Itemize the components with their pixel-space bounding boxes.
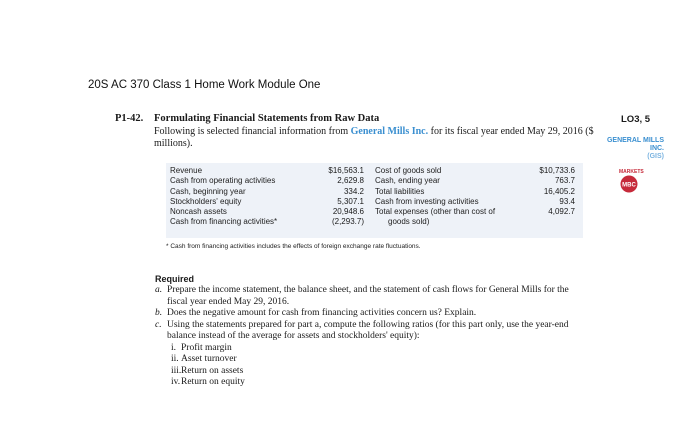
ratio-marker: iii. bbox=[171, 365, 182, 376]
table-label: Total liabilities bbox=[375, 186, 425, 196]
learning-objectives: LO3, 5 bbox=[621, 114, 651, 125]
question-text: Prepare the income statement, the balance sheet, and the statement of cash flows for General Mills for the fiscal year ended May 29, 2016. bbox=[167, 285, 569, 307]
ratio-marker: ii. bbox=[171, 354, 179, 364]
required-heading: Required bbox=[155, 274, 195, 284]
problem-title: Formulating Financial Statements from Raw Data bbox=[154, 113, 380, 124]
question-marker: a. bbox=[155, 285, 163, 295]
table-label: Cash from financing activities* bbox=[170, 217, 278, 227]
table-value: $16,563.1 bbox=[328, 166, 364, 175]
question-item bbox=[155, 320, 585, 343]
table-value: (2,293.7) bbox=[331, 217, 364, 227]
table-value: 5,307.1 bbox=[337, 196, 364, 206]
ratio-text: Profit margin bbox=[181, 342, 232, 353]
question-text: Using the statements prepared for part a, compute the following ratios (for this part only, use the year-end balance instead of the average for assets and stockholders' equity): bbox=[167, 319, 569, 341]
question-marker: b. bbox=[155, 308, 163, 318]
table-label: Noncash assets bbox=[170, 207, 227, 217]
table-label: goods sold) bbox=[388, 217, 430, 227]
question-item bbox=[155, 308, 585, 320]
table-value: 763.7 bbox=[554, 176, 575, 186]
left-values bbox=[312, 166, 364, 228]
intro-text-start: Following is selected financial information from bbox=[154, 126, 351, 137]
problem-intro bbox=[154, 126, 594, 150]
table-value: 16,405.2 bbox=[543, 186, 575, 196]
company-tag bbox=[594, 137, 664, 161]
intro-text-end: for its fiscal year ended May 29, 2016 ($ millions). bbox=[154, 126, 594, 149]
ratio-item bbox=[155, 377, 585, 389]
table-label: Cash, beginning year bbox=[170, 186, 246, 196]
company-name: General Mills Inc. bbox=[350, 126, 429, 137]
table-value: 2,629.8 bbox=[337, 176, 364, 186]
question-marker: c. bbox=[155, 319, 162, 330]
question-item bbox=[155, 285, 585, 308]
ratio-marker: iv. bbox=[171, 377, 181, 387]
table-value: 93.4 bbox=[559, 196, 575, 206]
company-ticker: (GIS) bbox=[647, 153, 664, 160]
badge-caption: MARKETS bbox=[619, 169, 644, 175]
question-text: Does the negative amount for cash from financing activities concern us? Explain. bbox=[167, 308, 477, 318]
ratio-item bbox=[155, 343, 585, 355]
ratio-text: Return on equity bbox=[181, 377, 245, 387]
right-labels bbox=[375, 166, 535, 228]
table-footnote: * Cash from financing activities includes the effects of foreign exchange rate fluctuations. bbox=[166, 243, 421, 250]
table-label: Cash, ending year bbox=[375, 176, 440, 186]
table-label: Cash from investing activities bbox=[375, 196, 479, 206]
problem-number: P1-42. bbox=[115, 113, 144, 124]
table-label: Cash from operating activities bbox=[170, 176, 276, 186]
right-values bbox=[520, 166, 575, 217]
table-label: Total expenses (other than cost of bbox=[375, 207, 496, 217]
required-list bbox=[155, 285, 585, 389]
table-label: Revenue bbox=[170, 166, 203, 175]
table-label: Cost of goods sold bbox=[375, 166, 442, 175]
mbc-badge-icon bbox=[620, 175, 638, 193]
table-value: $10,733.6 bbox=[539, 166, 575, 175]
ratio-text: Asset turnover bbox=[181, 354, 237, 364]
badge-label: MBC bbox=[622, 182, 636, 189]
ratio-marker: i. bbox=[171, 342, 177, 353]
table-label: Stockholders' equity bbox=[170, 196, 242, 206]
table-value: 20,948.6 bbox=[332, 207, 364, 217]
table-value: 4,092.7 bbox=[548, 207, 575, 217]
ratio-text: Return on assets bbox=[181, 365, 244, 376]
company-tag-name: GENERAL MILLS INC. bbox=[606, 137, 664, 152]
table-value: 334.2 bbox=[343, 186, 364, 196]
document-header: 20S AC 370 Class 1 Home Work Module One bbox=[88, 79, 321, 91]
left-labels bbox=[170, 166, 320, 228]
ratio-item bbox=[155, 366, 585, 378]
ratio-item bbox=[155, 354, 585, 366]
